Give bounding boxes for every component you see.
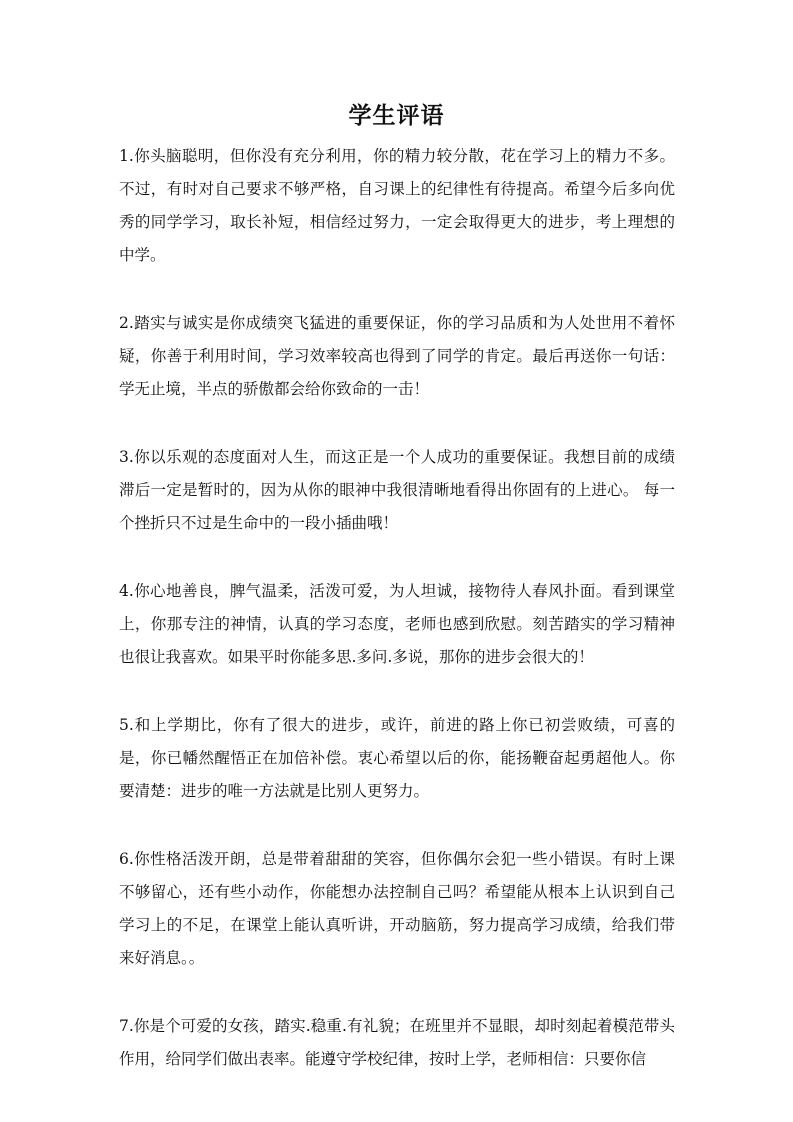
document-body — [119, 140, 675, 1111]
comment-paragraph-2: 2.踏实与诚实是你成绩突飞猛进的重要保证，你的学习品质和为人处世用不着怀疑，你善于利用时间，学习效率较高也得到了同学的肯定。最后再送你一句话：学无止境，半点的骄傲都会给你致命的一击！ — [119, 314, 675, 398]
comment-paragraph-7: 7.你是个可爱的女孩，踏实.稳重.有礼貌；在班里并不显眼，却时刻起着模范带头作用，给同学们做出表率。能遵守学校纪律，按时上学，老师相信：只要你信 — [119, 1017, 675, 1068]
comment-paragraph-1: 1.你头脑聪明，但你没有充分利用，你的精力较分散，花在学习上的精力不多。不过，有时对自己要求不够严格，自习课上的纪律性有待提高。希望今后多向优秀的同学学习，取长补短，相信经过努力，一定会取得更大的进步，考上理想的中学。 — [119, 147, 675, 264]
comment-paragraph-6: 6.你性格活泼开朗，总是带着甜甜的笑容，但你偶尔会犯一些小错误。有时上课不够留心，还有些小动作，你能想办法控制自己吗？希望能从根本上认识到自己学习上的不足，在课堂上能认真听讲，开动脑筋，努力提高学习成绩，给我们带来好消息。。 — [119, 850, 675, 967]
comment-paragraph-5: 5.和上学期比，你有了很大的进步，或许，前进的路上你已初尝败绩，可喜的是，你已幡然醒悟正在加倍补偿。衷心希望以后的你，能扬鞭奋起勇超他人。你要清楚：进步的唯一方法就是比别人更努力。 — [119, 716, 675, 800]
document-title: 学生评语 — [348, 102, 445, 129]
comment-paragraph-3: 3.你以乐观的态度面对人生，而这正是一个人成功的重要保证。我想目前的成绩滞后一定是暂时的，因为从你的眼神中我很清晰地看得出你固有的上进心。 每一个挫折只不过是生命中的一段小插曲哦！ — [119, 448, 675, 532]
comment-paragraph-4: 4.你心地善良，脾气温柔，活泼可爱，为人坦诚，接物待人春风扑面。看到课堂上，你那专注的神情，认真的学习态度，老师也感到欣慰。刻苦踏实的学习精神也很让我喜欢。如果平时你能多思.多问.多说，那你的进步会很大的！ — [119, 582, 675, 666]
